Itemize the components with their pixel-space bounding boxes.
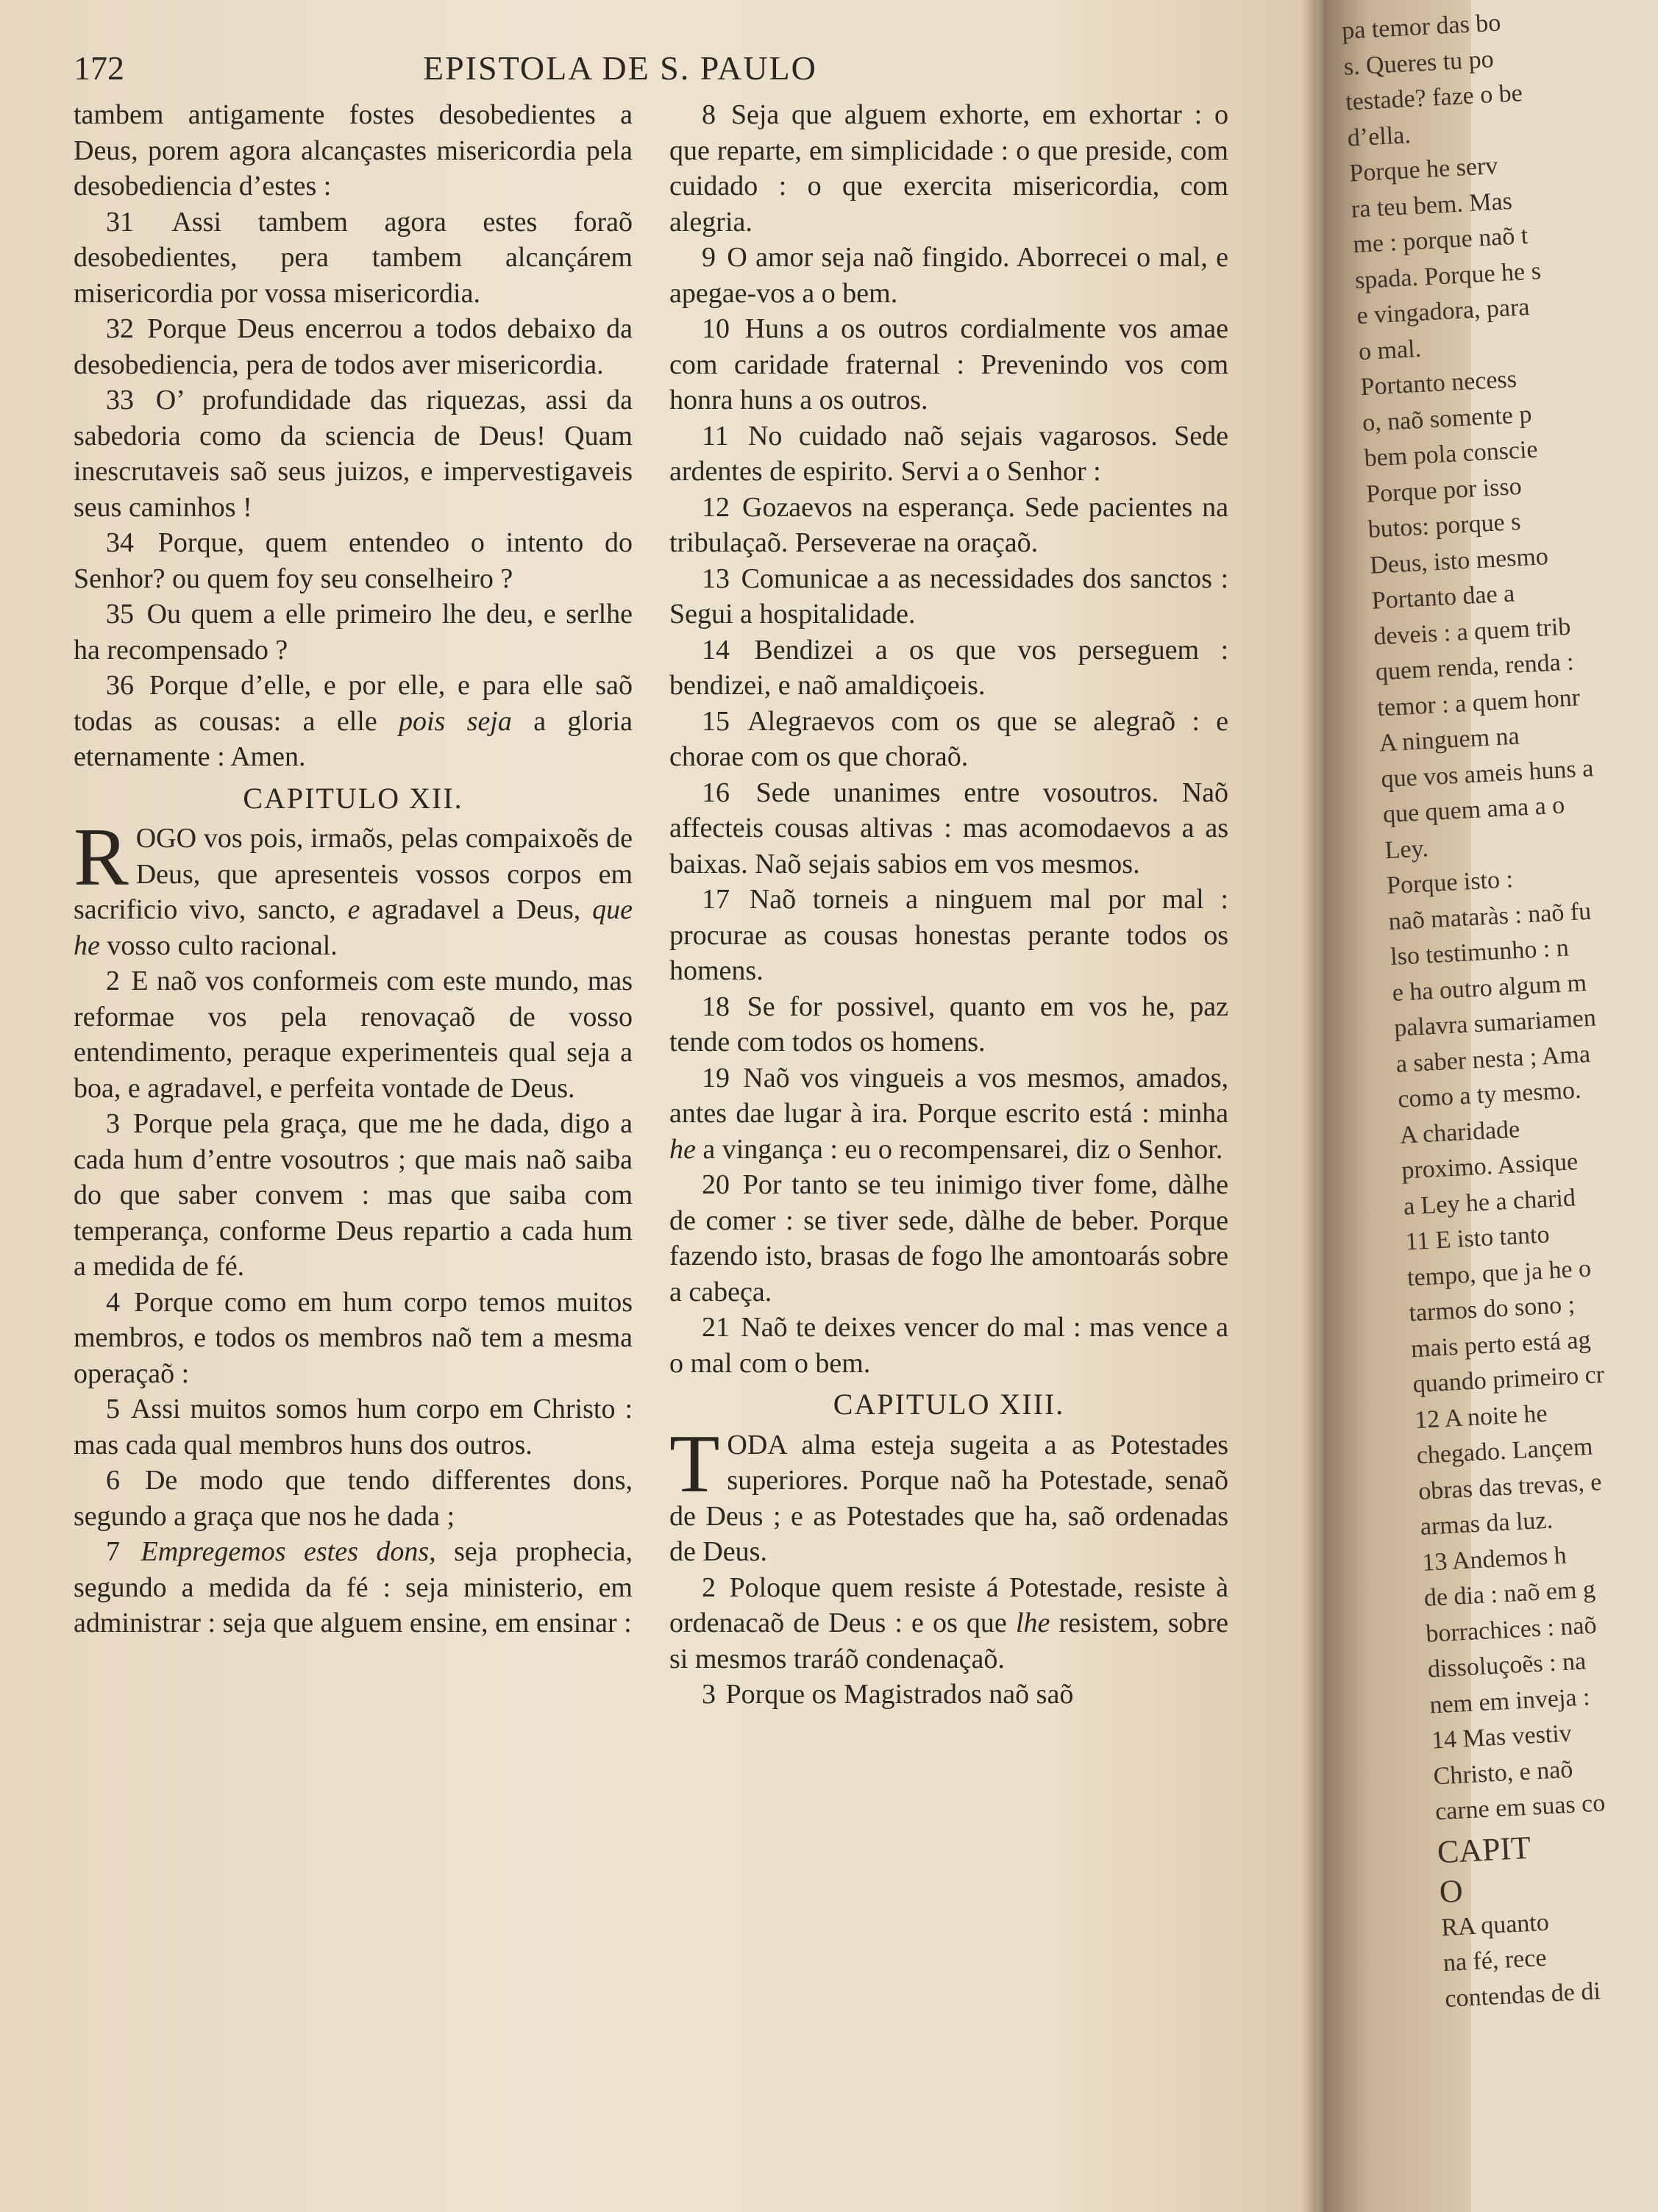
verse-number: 19 (702, 1062, 730, 1093)
verse-3: 3 Porque pela graça, que me he dada, digo a cada hum d’entre vosoutros ; que mais naõ saiba do que saber convem : mas que saiba com temperança, conforme Deus repartio a cada hum a medida de fé. (74, 1108, 633, 1282)
verse-20: 20 Por tanto se teu inimigo tiver fome, dàlhe de comer : se tiver sede, dàlhe de beber. Porque fazendo isto, brasas de fogo lhe amontoarás sobre a cabeça. (669, 1169, 1228, 1307)
verse-5: 5 Assi muitos somos hum corpo em Christo : mas cada qual membros huns dos outros. (74, 1394, 633, 1460)
verse-number: 8 (702, 99, 716, 130)
verse-35: 35 Ou quem a elle primeiro lhe deu, e serlhe ha recompensado ? (74, 599, 633, 666)
facing-page-line: A charidade (1398, 1115, 1520, 1149)
verse-36: 36 Porque d’elle, e por elle, e para elle saõ todas as cousas: a elle pois seja a gloria eternamente : Amen. (74, 670, 633, 772)
facing-page-line: 11 E isto tanto (1404, 1221, 1551, 1256)
verse-number: 4 (106, 1286, 120, 1318)
verse-31: 31 Assi tambem agora estes foraõ desobedientes, pera tambem alcançárem misericordia por vossa misericordia. (74, 206, 633, 309)
verse-18: 18 Se for possivel, quanto em vos he, paz tende com todos os homens. (669, 991, 1229, 1057)
verse-9: 9 O amor seja naõ fingido. Aborrecei o mal, e apegae-vos a o bem. (669, 242, 1228, 309)
verse-16: 16 Sede unanimes entre vosoutros. Naõ affecteis cousas altivas : mas acomodaevos a as baixas. Naõ sejais sabios em vos mesmos. (669, 777, 1228, 880)
verse-12: 12 Gozaevos na esperança. Sede pacientes na tribulaçaõ. Perseverae na oraçaõ. (669, 491, 1229, 558)
verse-number: 17 (702, 884, 730, 915)
facing-page-line: mais perto está ag (1410, 1326, 1592, 1363)
verse-34: 34 Porque, quem entendeo o intento do Senhor? ou quem foy seu conselheiro ? (74, 527, 633, 594)
facing-page-line: a Ley he a charid (1403, 1183, 1576, 1221)
facing-page-chapter: CAPIT (1436, 1829, 1532, 1870)
facing-page-line: e ha outro algum m (1391, 968, 1587, 1007)
verse-17: 17 Naõ torneis a ninguem mal por mal : procurae as cousas honestas perante todos os homens. (669, 884, 1228, 986)
facing-page-line: naõ mataràs : naõ fu (1387, 897, 1592, 935)
facing-page-line: Portanto dae a (1370, 579, 1516, 615)
verse-number: 15 (702, 705, 730, 737)
facing-page-line: como a ty mesmo. (1397, 1076, 1582, 1113)
chapter-heading-13: CAPITULO XIII. (833, 1388, 1065, 1421)
right-column (669, 97, 1228, 1713)
facing-page-line: proximo. Assique (1401, 1148, 1579, 1185)
facing-page-line: que quem ama a o (1382, 791, 1566, 829)
facing-page-line: borrachices : naõ (1425, 1611, 1598, 1648)
verse-number: 6 (106, 1465, 120, 1496)
verse-number: 18 (702, 991, 730, 1022)
verse-number: 9 (702, 242, 716, 273)
facing-page-edge (1324, 0, 1607, 2212)
left-column (74, 97, 633, 1641)
facing-page-line: quando primeiro cr (1412, 1360, 1605, 1399)
verse-number: 34 (106, 527, 134, 558)
verse-number: 2 (106, 966, 120, 996)
facing-page-line: armas da luz. (1419, 1506, 1554, 1541)
verse-number: 7 (106, 1536, 120, 1567)
facing-page-line: o, naõ somente p (1362, 400, 1533, 437)
verse-21: 21 Naõ te deixes vencer do mal : mas vence a o mal com o bem. (669, 1312, 1229, 1379)
verse-number: 35 (106, 599, 134, 629)
facing-page-line: s. Queres tu po (1342, 45, 1495, 81)
facing-page-line: Porque por isso (1365, 472, 1523, 508)
verse-4: 4 Porque como em hum corpo temos muitos membros, e todos os membros naõ tem a mesma operaçaõ : (74, 1286, 633, 1389)
verse-6: 6 De modo que tendo differentes dons, segundo a graça que nos he dada ; (74, 1465, 633, 1532)
page-header (74, 49, 1236, 93)
facing-page-line: me : porque naõ t (1352, 221, 1529, 259)
facing-page-line: Christo, e naõ (1432, 1755, 1574, 1791)
chapter-12-verse-1: ROGO vos pois, irmaõs, pelas compaixoẽs de Deus, que apresenteis vossos corpos em sacrificio vivo, sancto, e agradavel a Deus, que he vosso culto racional. (74, 812, 633, 961)
verse-number: 33 (106, 385, 134, 415)
facing-page-line: Porque isto : (1386, 866, 1514, 900)
verse-19: 19 Naõ vos vingueis a vos mesmos, amados, antes dae lugar à ira. Porque escrito está : minha he a vingança : eu o recompensarei, diz o Senhor. (669, 1062, 1229, 1165)
drop-cap: T (669, 1418, 720, 1510)
verse-number: 20 (702, 1169, 730, 1200)
page-number: 172 (74, 49, 124, 87)
verse-number: 13 (702, 563, 730, 594)
facing-page-line: testade? faze o be (1345, 79, 1523, 116)
facing-page-line: spada. Porque he s (1354, 257, 1542, 294)
facing-page-line: Ley. (1384, 834, 1429, 864)
facing-page-line: Portanto necess (1359, 365, 1518, 402)
facing-page-line: bem pola conscie (1363, 435, 1539, 472)
facing-page-line: obras das trevas, e (1417, 1468, 1603, 1505)
facing-page-line: A ninguem na (1378, 722, 1520, 757)
chapter-13-verse-3: 3 Porque os Magistrados naõ saõ (702, 1679, 1074, 1710)
verse-11: 11 No cuidado naõ sejais vagarosos. Sede ardentes de espirito. Servi a o Senhor : (669, 420, 1228, 487)
verse-number: 16 (702, 777, 730, 808)
facing-page-line: lso testimunho : n (1390, 934, 1570, 971)
facing-page-line: a saber nesta ; Ama (1395, 1040, 1591, 1078)
facing-page-line: butos: porque s (1367, 508, 1522, 543)
chapter-13-verse-1: TODA alma esteja sugeita a as Potestades superiores. Porque naõ ha Potestade, senaõ de Deus ; e as Potestades que ha, saõ ordenadas de Deus. (669, 1418, 1228, 1567)
verse-number: 3 (702, 1679, 716, 1710)
facing-page-line: dissoluçoẽs : na (1427, 1647, 1587, 1683)
facing-page-line: deveis : a quem trib (1373, 613, 1572, 651)
facing-page-line: tempo, que ja he o (1406, 1254, 1592, 1291)
facing-page-line: 12 A noite he (1414, 1399, 1548, 1434)
verse-number: 14 (702, 634, 730, 666)
facing-page-line: RA quanto (1440, 1908, 1550, 1941)
facing-page-line: contendas de di (1444, 1977, 1601, 2013)
facing-page-drop-cap: O (1438, 1872, 1464, 1910)
facing-page-line: temor : a quem honr (1376, 683, 1581, 722)
facing-page-line: palavra sumariamen (1393, 1004, 1597, 1042)
verse-7: 7 Empregemos estes dons, seja prophecia, segundo a medida da fé : seja ministerio, em administrar : seja que alguem ensine, em ensinar : (74, 1536, 633, 1638)
verse-number: 21 (702, 1312, 730, 1343)
facing-page-line: Deus, isto mesmo (1369, 542, 1549, 579)
verse-2: 2 E naõ vos conformeis com este mundo, mas reformae vos pela renovaçaõ de vosso entendimento, peraque experimenteis qual seja a boa, e agradavel, e perfeita vontade de Deus. (74, 966, 633, 1104)
facing-page-line: pa temor das bo (1341, 9, 1502, 45)
verse-number: 32 (106, 313, 134, 344)
facing-page-line: que vos ameis huns a (1380, 754, 1595, 793)
verse-number: 12 (702, 491, 730, 523)
facing-page-text (1324, 0, 1607, 2018)
verse-30-continuation: tambem antigamente fostes desobedientes a Deus, porem agora alcançastes misericordia pela desobediencia d’estes : (74, 99, 633, 201)
facing-page-line: carne em suas co (1434, 1789, 1607, 1826)
facing-page-line: nem em inveja : (1428, 1683, 1591, 1719)
verse-number: 2 (702, 1571, 716, 1603)
chapter-13-verse-2: 2 Poloque quem resiste á Potestade, resiste à ordenacaõ de Deus : e os que lhe resistem, sobre si mesmos traráõ condenaçaõ. (669, 1571, 1229, 1674)
facing-page-line: 14 Mas vestiv (1431, 1719, 1573, 1755)
facing-page-line: d’ella. (1346, 121, 1412, 152)
facing-page-line: 13 Andemos h (1421, 1541, 1568, 1577)
verse-10: 10 Huns a os outros cordialmente vos amae com caridade fraternal : Prevenindo vos com honra huns a os outros. (669, 313, 1228, 415)
verse-number: 10 (702, 313, 730, 344)
facing-page-line: ra teu bem. Mas (1350, 187, 1513, 223)
verse-number: 5 (106, 1394, 120, 1424)
facing-page-line: e vingadora, para (1356, 293, 1531, 330)
facing-page-line: na fé, rece (1442, 1944, 1548, 1977)
running-title: EPISTOLA DE S. PAULO (423, 49, 817, 87)
chapter-heading-12: CAPITULO XII. (243, 781, 463, 815)
verse-number: 11 (702, 420, 729, 452)
facing-page-line: o mal. (1358, 335, 1422, 365)
verse-number: 36 (106, 670, 134, 701)
verse-33: 33 O’ profundidade das riquezas, assi da sabedoria como da sciencia de Deus! Quam inescrutaveis saõ seus juizos, e impervestigaveis seus caminhos ! (74, 385, 633, 523)
verse-number: 31 (106, 206, 134, 238)
verse-8: 8 Seja que alguem exhorte, em exhortar : o que reparte, em simplicidade : o que preside, com cuidado : o que exercita misericordia, com alegria. (669, 99, 1228, 238)
verse-14: 14 Bendizei a os que vos perseguem : bendizei, e naõ amaldiçoeis. (669, 634, 1228, 701)
facing-page-line: Porque he serv (1348, 151, 1499, 188)
facing-page-line: quem renda, renda : (1374, 648, 1575, 686)
facing-page-line: de dia : naõ em g (1423, 1575, 1596, 1612)
verse-32: 32 Porque Deus encerrou a todos debaixo da desobediencia, pera de todos aver misericordia. (74, 313, 633, 380)
verse-15: 15 Alegraevos com os que se alegraõ : e chorae com os que choraõ. (669, 705, 1228, 772)
facing-page-line: tarmos do sono ; (1408, 1291, 1576, 1327)
facing-page-line: chegado. Lançem (1415, 1433, 1594, 1470)
drop-cap: R (74, 812, 129, 903)
verse-number: 3 (106, 1108, 120, 1139)
verse-13: 13 Comunicae a as necessidades dos sanctos : Segui a hospitalidade. (669, 563, 1229, 629)
